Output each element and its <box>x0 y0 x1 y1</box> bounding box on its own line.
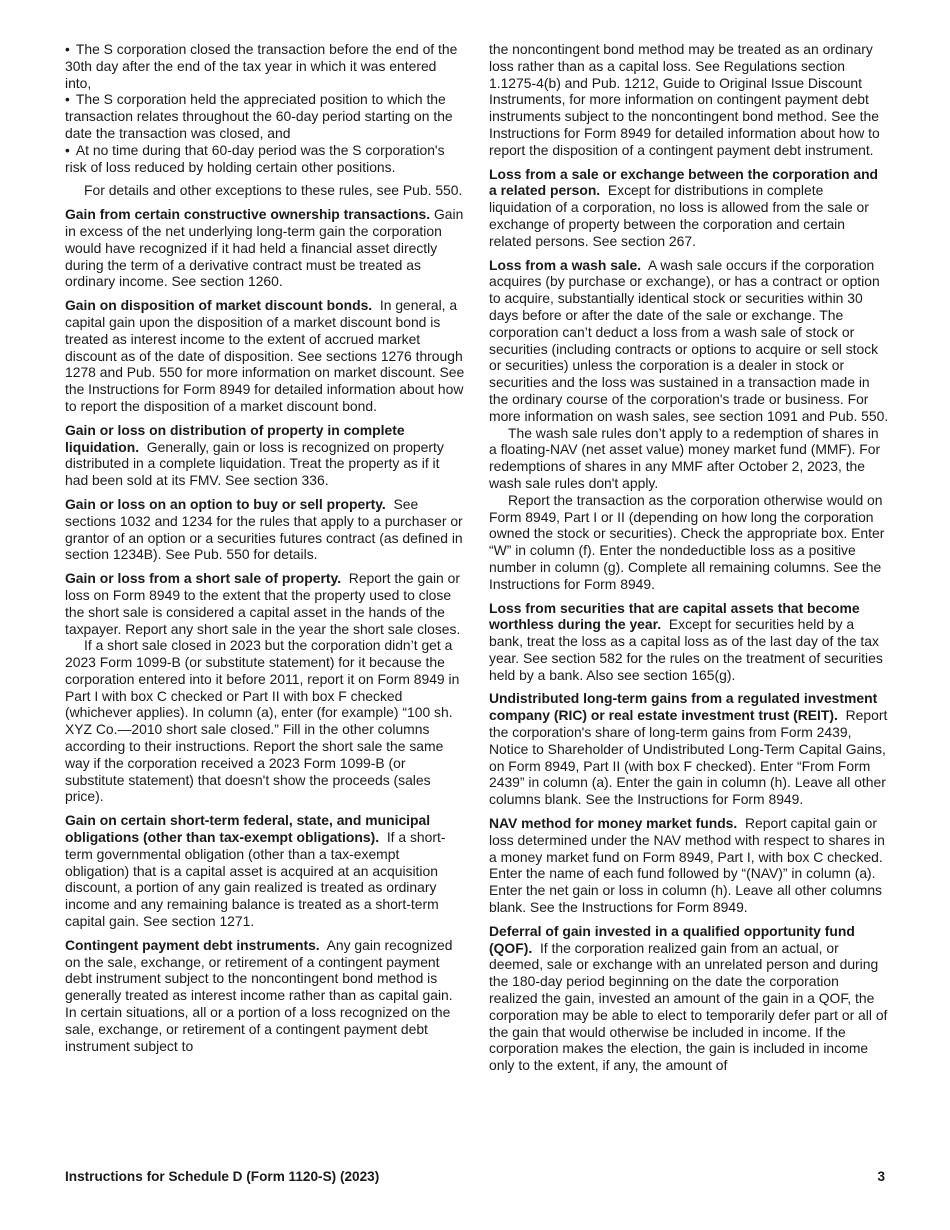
section-heading: Gain or loss on an option to buy or sell property. <box>65 495 386 512</box>
short-sale-followup: If a short sale closed in 2023 but the corporation didn’t get a 2023 Form 1099-B (or substitute statement) for it because the corporation entered into it before 2011, report it on Form 8949 in Part I with box C checked or Part II with box F checked (whichever applies). In column (a), enter (for example) “100 sh. XYZ Co.—2010 short sale closed.” Fill in the other columns according to their instructions. Report the short sale the same way if the corporation received a 2023 Form 1099-B (or substitute statement) that doesn't show the proceeds (sales price). <box>65 637 460 805</box>
section-option <box>65 496 465 563</box>
section-heading: Loss from a wash sale. <box>489 256 642 273</box>
section-heading: Loss from a sale or exchange between the corporation and a related person. <box>489 165 879 199</box>
section-heading: Deferral of gain invested in a qualified opportunity fund (QOF). <box>489 922 855 956</box>
wash-sale-mmf-note: The wash sale rules don’t apply to a redemption of shares in a floating-NAV (net asset value) money market fund (MMF). For redemptions of shares in any MMF after October 2, 2023, the wash sale rules don't apply. <box>489 424 881 491</box>
section-heading: NAV method for money market funds. <box>489 815 738 832</box>
left-column <box>65 41 465 1061</box>
footer-title: Instructions for Schedule D (Form 1120-S) (2023) <box>65 1169 380 1184</box>
section-undistributed-gains <box>489 690 889 808</box>
section-body: Except for securities held by a bank, treat the loss as a capital loss as of the last day of the tax year. See section 582 for the rules on the treatment of securities held by a bank. Also see section 165(g). <box>489 616 883 683</box>
bullet-icon: • <box>65 141 70 158</box>
page-number: 3 <box>877 1169 885 1184</box>
section-heading: Contingent payment debt instruments. <box>65 936 320 953</box>
section-body: Report the gain or loss on Form 8949 to the extent that the property used to close the short sale is considered a capital asset in the hands of the taxpayer. Report any short sale in the year the short sale closes. <box>65 570 461 637</box>
section-body: If the corporation realized gain from an actual, or deemed, sale or exchange with an unrelated person and during the 180-day period beginning on the date the corporation realized the gain, invested an amount of the gain in a QOF, the corporation may be able to elect to temporarily defer part or all of the gain that would otherwise be included in income. If the corporation makes the election, the gain is included in income only to the extent, if any, the amount of <box>489 939 888 1074</box>
section-body: Report capital gain or loss determined under the NAV method with respect to shares in a money market fund on Form 8949, Part I, with box C checked. Enter the name of each fund followed by “(NAV)” in column (a). Enter the net gain or loss in column (h). Leave all other columns blank. See the Instructions for Form 8949. <box>489 815 885 916</box>
section-qof-deferral <box>489 923 889 1074</box>
section-contingent-payment <box>65 937 465 1055</box>
section-complete-liquidation <box>65 422 465 489</box>
section-body: In general, a capital gain upon the disposition of a market discount bond is treated as interest income to the extent of accrued market discount as of the date of disposition. See sections 1276 through 1278 and Pub. 550 for more information on market discount. See the Instructions for Form 8949 for detailed information about how to report the disposition of a market discount bond. <box>65 297 465 414</box>
details-note: For details and other exceptions to these rules, see Pub. 550. <box>84 182 463 199</box>
section-heading: Gain from certain constructive ownership transactions. <box>65 206 431 223</box>
section-short-sale <box>65 570 465 637</box>
section-body: A wash sale occurs if the corporation acquires (by purchase or exchange), or has a contract or option to acquire, substantially identical stock or securities within 30 days before or after the date of the sale or exchange. The corporation can’t deduct a loss from a wash sale of stock or securities (including contracts or options to acquire or sell stock or securities) unless the corporation is a dealer in stock or securities and the loss was sustained in a transaction made in the ordinary course of the corporation's trade or business. For more information on wash sales, see section 1091 and Pub. 550. <box>489 256 889 424</box>
section-worthless-securities <box>489 600 889 684</box>
right-column <box>489 41 889 1081</box>
section-body: Report the corporation's share of long-term gains from Form 2439, Notice to Shareholder of Undistributed Long-Term Capital Gains, on Form 8949, Part II (with box F checked). Enter “From Form 2439” in column (a). Enter the gain in column (h). Leave all other columns blank. See the Instructions for Form 8949. <box>489 707 888 808</box>
section-heading: Gain on disposition of market discount bonds. <box>65 297 373 314</box>
section-body: If a short-term governmental obligation (other than a tax-exempt obligation) that is a capital asset is acquired at an acquisition discount, a portion of any gain realized is treated as ordinary income and any remaining balance is treated as a short-term capital gain. See section 1271. <box>65 829 446 930</box>
section-wash-sale <box>489 257 889 425</box>
bullet-icon: • <box>65 41 70 57</box>
bullet-item: • The S corporation closed the transaction before the end of the 30th day after the end of the tax year in which it was entered into, <box>65 41 458 91</box>
section-body: Generally, gain or loss is recognized on property distributed in a complete liquidation. Treat the property as if it had been sold at its FMV. See section 336. <box>65 438 444 489</box>
bullet-item: • At no time during that 60-day period was the S corporation's risk of loss reduced by holding certain other positions. <box>65 141 445 175</box>
section-body: Any gain recognized on the sale, exchange, or retirement of a contingent payment debt instrument subject to the noncontingent bond method is generally treated as interest income rather than as capital gain. In certain situations, all or a portion of a loss recognized on the sale, exchange, or retirement of a contingent payment debt instrument subject to <box>65 936 453 1054</box>
section-heading: Gain or loss from a short sale of property. <box>65 570 342 587</box>
section-heading: Loss from securities that are capital assets that become worthless during the year. <box>489 599 860 633</box>
section-body: Except for distributions in complete liquidation of a corporation, no loss is allowed from the sale or exchange of property between the corporation and certain related persons. See section 267. <box>489 182 869 249</box>
section-nav-method <box>489 815 889 916</box>
contingent-continued: the noncontingent bond method may be treated as an ordinary loss rather than as a capital loss. See Regulations section 1.1275-4(b) and Pub. 1212, Guide to Original Issue Discount Instruments, for more information on contingent payment debt instruments subject to the noncontingent bond method. See the Instructions for Form 8949 for detailed information about how to report the disposition of a contingent payment debt instrument. <box>489 41 880 158</box>
section-body: See sections 1032 and 1234 for the rules that apply to a purchaser or grantor of an option or a securities futures contract (as defined in section 1234B). See Pub. 550 for details. <box>65 495 463 563</box>
section-short-term-obligations <box>65 812 465 930</box>
bullet-icon: • <box>65 91 70 108</box>
section-market-discount <box>65 297 465 415</box>
wash-sale-report-note: Report the transaction as the corporation otherwise would on Form 8949, Part I or II (depending on how long the corporation owned the stock or securities). Check the appropriate box. Enter “W” in column (f). Enter the nondeductible loss as a positive number in column (g). Complete all remaining columns. See the Instructions for Form 8949. <box>489 491 885 592</box>
section-heading: Gain or loss on distribution of property in complete liquidation. <box>65 421 405 455</box>
section-heading: Undistributed long-term gains from a regulated investment company (RIC) or real estate investment trust (REIT). <box>489 690 878 724</box>
section-related-person <box>489 166 889 250</box>
section-body: Gain in excess of the net underlying long-term gain the corporation would have recognized if it had held a financial asset directly during the term of a derivative contract must be treated as ordinary income. See section 1260. <box>65 206 464 290</box>
section-heading: Gain on certain short-term federal, state, and municipal obligations (other than tax-exempt obligations). <box>65 812 431 846</box>
bullet-item: • The S corporation held the appreciated position to which the transaction relates throughout the 60-day period starting on the date the transaction was closed, and <box>65 91 453 141</box>
section-constructive-ownership <box>65 206 465 290</box>
